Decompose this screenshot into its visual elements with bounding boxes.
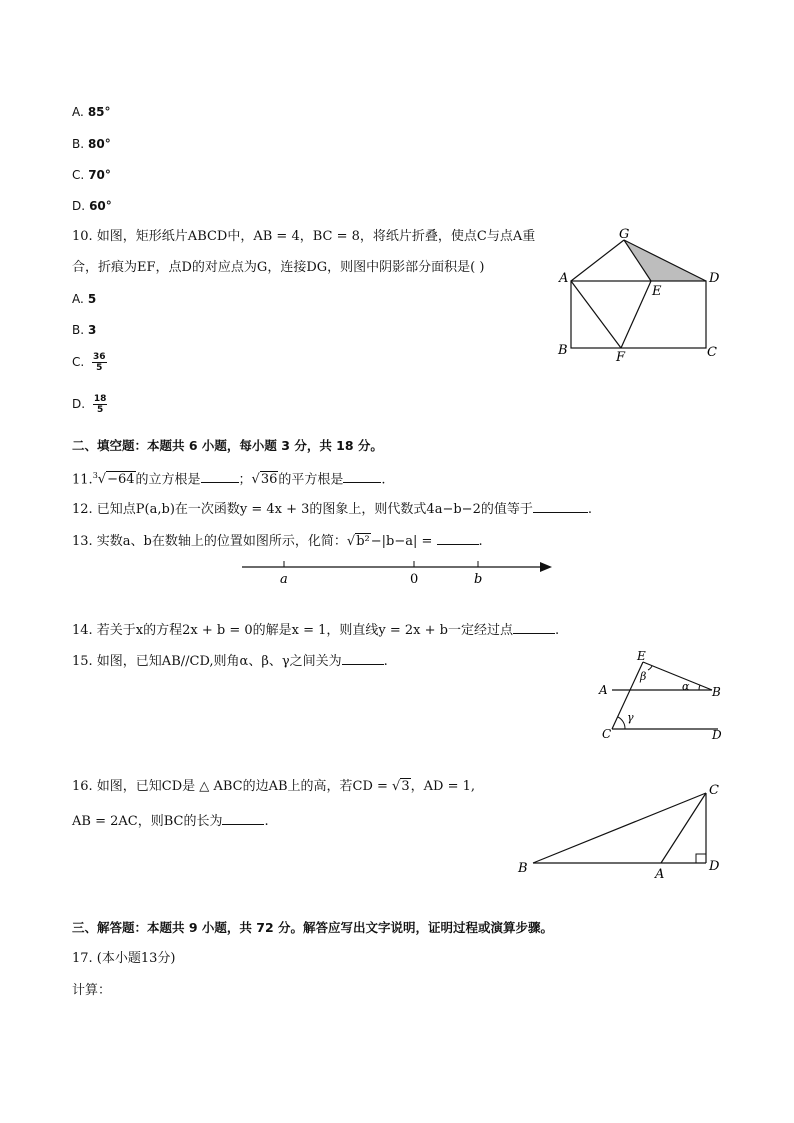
square-root: √b² (346, 534, 370, 549)
q10-option-d: D. $\frac{18}{5}$ (72, 394, 107, 415)
fraction: $\frac{36}{5}$ (93, 352, 106, 373)
label-alpha: α (682, 680, 690, 693)
q13-number-line (240, 557, 560, 587)
q16-triangle-figure (514, 780, 729, 880)
answer-blank[interactable] (342, 650, 384, 665)
square-root: √3 (392, 779, 410, 794)
label-gamma: γ (627, 711, 634, 724)
q11-stem: 11.$^3$√−64的立方根是 ；√36的平方根是 . (72, 467, 386, 489)
label-d: D (712, 728, 722, 742)
answer-blank[interactable] (222, 810, 264, 825)
q17-title: 17. (本小题13分) (72, 951, 176, 966)
label-c: C (707, 345, 717, 360)
rectangle-abcd (571, 281, 706, 348)
tick-b: b (474, 572, 483, 587)
q9-option-a: A. 85° (72, 105, 111, 119)
q10-rectangle-figure (556, 226, 726, 366)
answer-blank[interactable] (513, 619, 555, 634)
label-a: A (655, 867, 665, 882)
answer-blank[interactable] (437, 530, 479, 545)
q15-parallel-lines-figure (596, 648, 726, 748)
label-d: D (709, 271, 720, 286)
q16-stem-line2: AB = 2AC，则BC的长为 . (72, 810, 269, 831)
q12-stem: 12. 已知点P(a,b)在一次函数y = 4x + 3的图象上，则代数式4a−b−2的值等于 . (72, 498, 592, 519)
q10-option-c: C. $\frac{36}{5}$ (72, 352, 106, 373)
tick-a: a (280, 572, 288, 587)
cube-root: √−64 (97, 472, 135, 488)
label-b: B (712, 685, 721, 699)
q10-option-a: A. 5 (72, 292, 97, 306)
label-c: C (602, 727, 612, 741)
q13-stem: 13. 实数a、b在数轴上的位置如图所示，化简：√b²−|b−a| = . (72, 530, 483, 551)
q10-stem-line1: 10. 如图，矩形纸片ABCD中，AB = 4，BC = 8，将纸片折叠，使点C与点A重 (72, 229, 536, 244)
label-b: B (558, 343, 568, 358)
q10-stem-line2: 合，折痕为EF，点D的对应点为G，连接DG，则图中阴影部分面积是( ) (72, 260, 485, 275)
q9-option-d: D. 60° (72, 199, 112, 213)
tick-zero: 0 (410, 572, 419, 587)
label-g: G (619, 227, 630, 242)
label-e: E (637, 649, 646, 663)
section-3-header: 三、解答题：本题共 9 小题，共 72 分。解答应写出文字说明，证明过程或演算步骤。 (72, 920, 554, 935)
q17-prompt: 计算： (72, 983, 112, 998)
q15-stem: 15. 如图，已知AB//CD,则角α、β、γ之间关为 . (72, 650, 388, 671)
answer-blank[interactable] (533, 498, 588, 513)
square-root: √36 (251, 472, 278, 488)
label-a: A (559, 271, 569, 286)
label-f: F (616, 350, 626, 365)
label-beta: β (640, 670, 647, 683)
label-a: A (599, 683, 608, 697)
right-angle-mark (696, 854, 706, 863)
q9-option-b: B. 80° (72, 137, 111, 151)
fraction: $\frac{18}{5}$ (93, 394, 107, 415)
label-b: B (518, 861, 528, 876)
q9-option-c: C. 70° (72, 168, 111, 182)
q14-stem: 14. 若关于x的方程2x + b = 0的解是x = 1，则直线y = 2x + b一定经过点 . (72, 619, 559, 640)
label-c: C (709, 783, 719, 798)
q16-stem-line1: 16. 如图，已知CD是 △ ABC的边AB上的高，若CD = √3，AD = 1, (72, 779, 475, 794)
label-d: D (709, 859, 720, 874)
section-2-header: 二、填空题：本题共 6 小题，每小题 3 分，共 18 分。 (72, 438, 383, 453)
label-e: E (652, 284, 662, 299)
answer-blank[interactable] (343, 468, 381, 483)
q10-option-b: B. 3 (72, 323, 97, 337)
answer-blank[interactable] (201, 468, 239, 483)
